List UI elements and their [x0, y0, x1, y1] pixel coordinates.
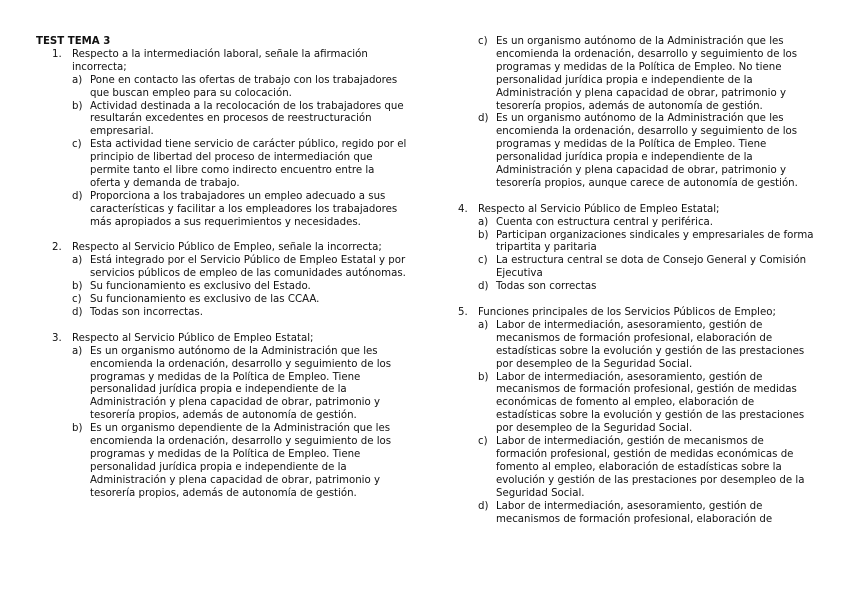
document-title: TEST TEMA 3 — [36, 36, 111, 47]
option-text: La estructura central se dota de Consejo General y Comisión Ejecutiva — [496, 255, 807, 280]
option-text: Es un organismo autónomo de la Administración que les encomienda la ordenación, desarrollo y seguimiento de los programas y medidas de la Política de Empleo. No tiene personalidad jurídica propia e independiente de la Administración y plena capacidad de obrar, patrimonio y tesorería propios, además de autonomía de gestión. — [496, 36, 798, 112]
option-letter: d) — [72, 190, 83, 202]
option-list — [72, 75, 408, 230]
left-column — [36, 36, 408, 501]
option-text: Está integrado por el Servicio Público de Empleo Estatal y por servicios públicos de empleo de las comunidades autónomas. — [90, 255, 406, 280]
question-3 — [36, 333, 408, 501]
option-text: Es un organismo dependiente de la Administración que les encomienda la ordenación, desarrollo y seguimiento de los programas y medidas de la Política de Empleo. Tiene personalidad jurídica propia e independiente de la Administración y plena capacidad de obrar, patrimonio y tesorería propios, además de autonomía de gestión. — [90, 423, 392, 499]
option-c — [478, 436, 814, 501]
question-text: Respecto al Servicio Público de Empleo, señale la incorrecta; — [72, 242, 382, 254]
option-letter: c) — [72, 139, 82, 151]
option-text: Su funcionamiento es exclusivo de las CCAA. — [90, 294, 320, 306]
option-b — [478, 230, 814, 256]
option-letter: d) — [478, 500, 489, 512]
question-text: Respecto al Servicio Público de Empleo Estatal; — [72, 332, 314, 344]
option-list — [72, 255, 408, 320]
option-text: Participan organizaciones sindicales y empresariales de forma tripartita y paritaria — [496, 229, 814, 254]
option-b — [72, 101, 408, 140]
option-letter: a) — [72, 255, 83, 267]
option-text: Cuenta con estructura central y periférica. — [496, 216, 714, 228]
option-text: Labor de intermediación, gestión de mecanismos de formación profesional, gestión de medidas económicas de fomento al empleo, elaboración de estadísticas sobre la evolución y gestión de las prestaciones por desempleo de la Seguridad Social. — [496, 436, 805, 499]
option-letter: c) — [478, 255, 488, 267]
question-1 — [36, 49, 408, 243]
option-text: Labor de intermediación, asesoramiento, gestión de mecanismos de formación profesional, elaboración de estadísticas sobre la evolución y gestión de las prestaciones por desempleo de la Seguridad Social. — [496, 319, 805, 370]
option-letter: c) — [72, 294, 82, 306]
option-c — [72, 294, 408, 307]
option-letter: b) — [478, 371, 489, 383]
option-c — [478, 255, 814, 281]
question-number: 2. — [52, 242, 62, 254]
option-letter: a) — [72, 345, 83, 357]
option-a — [72, 346, 408, 423]
option-b — [72, 281, 408, 294]
option-text: Actividad destinada a la recolocación de los trabajadores que resultarán excedentes en procesos de reestructuración empresarial. — [90, 100, 404, 138]
option-list — [478, 217, 814, 294]
question-text: Funciones principales de los Servicios Públicos de Empleo; — [478, 307, 776, 318]
option-b — [72, 423, 408, 500]
question-text: Respecto a la intermediación laboral, señale la afirmación incorrecta; — [72, 48, 368, 73]
right-column — [458, 36, 814, 526]
option-text: Es un organismo autónomo de la Administración que les encomienda la ordenación, desarrollo y seguimiento de los programas y medidas de la Política de Empleo. Tiene personalidad jurídica propia e independiente de la Administración y plena capacidad de obrar, patrimonio y tesorería propios, además de autonomía de gestión. — [90, 345, 392, 422]
option-letter: b) — [72, 281, 83, 293]
question-number: 1. — [52, 48, 62, 60]
option-text: Esta actividad tiene servicio de carácter público, regido por el principio de libertad del proceso de intermediación que permite tanto el libre como indirecto encuentro entre la oferta y demanda de trabajo. — [90, 139, 407, 189]
option-text: Todas son incorrectas. — [90, 307, 203, 319]
option-letter: d) — [478, 113, 489, 125]
option-list — [72, 346, 408, 501]
question-list-left — [36, 49, 408, 501]
option-letter: b) — [72, 100, 83, 112]
option-text: Es un organismo autónomo de la Administración que les encomienda la ordenación, desarrollo y seguimiento de los programas y medidas de la Política de Empleo. Tiene personalidad jurídica propia e independiente de la Administración y plena capacidad de obrar, patrimonio y tesorería propios, aunque carece de autonomía de gestión. — [496, 113, 798, 189]
option-text: Su funcionamiento es exclusivo del Estado. — [90, 281, 311, 293]
option-letter: a) — [478, 319, 489, 331]
option-a — [478, 217, 814, 230]
question-number: 4. — [458, 203, 468, 215]
question-text: Respecto al Servicio Público de Empleo Estatal; — [478, 203, 720, 215]
option-text: Labor de intermediación, asesoramiento, gestión de mecanismos de formación profesional, elaboración de — [496, 500, 773, 525]
option-c — [478, 36, 814, 113]
option-letter: d) — [72, 307, 83, 319]
option-letter: d) — [478, 281, 489, 293]
option-text: Pone en contacto las ofertas de trabajo con los trabajadores que buscan empleo para su colocación. — [90, 74, 398, 99]
question-2 — [36, 242, 408, 332]
option-a — [72, 75, 408, 101]
option-text: Labor de intermediación, asesoramiento, gestión de mecanismos de formación profesional, gestión de medidas económicas de fomento al empleo, elaboración de estadísticas sobre la evolución y gestión de las prestaciones por desempleo de la Seguridad Social. — [496, 371, 805, 435]
question-5 — [458, 307, 814, 526]
option-letter: b) — [72, 423, 83, 435]
option-d — [72, 307, 408, 320]
option-d — [478, 113, 814, 190]
option-list-continued — [458, 36, 814, 191]
option-text: Todas son correctas — [496, 281, 597, 293]
option-text: Proporciona a los trabajadores un empleo adecuado a sus características y facilitar a los empleadores los trabajadores más apropiados a sus requerimientos y necesidades. — [90, 190, 398, 228]
option-letter: b) — [478, 229, 489, 241]
option-c — [72, 139, 408, 191]
option-b — [478, 372, 814, 437]
option-list — [478, 320, 814, 527]
option-letter: c) — [478, 436, 488, 448]
option-a — [478, 320, 814, 372]
option-letter: a) — [72, 74, 83, 86]
option-d — [478, 501, 814, 527]
question-number: 3. — [52, 332, 62, 344]
option-a — [72, 255, 408, 281]
option-d — [72, 191, 408, 230]
question-4 — [458, 204, 814, 307]
question-list-right — [458, 204, 814, 527]
question-number: 5. — [458, 307, 468, 318]
option-letter: a) — [478, 216, 489, 228]
option-letter: c) — [478, 36, 488, 47]
option-d — [478, 281, 814, 294]
